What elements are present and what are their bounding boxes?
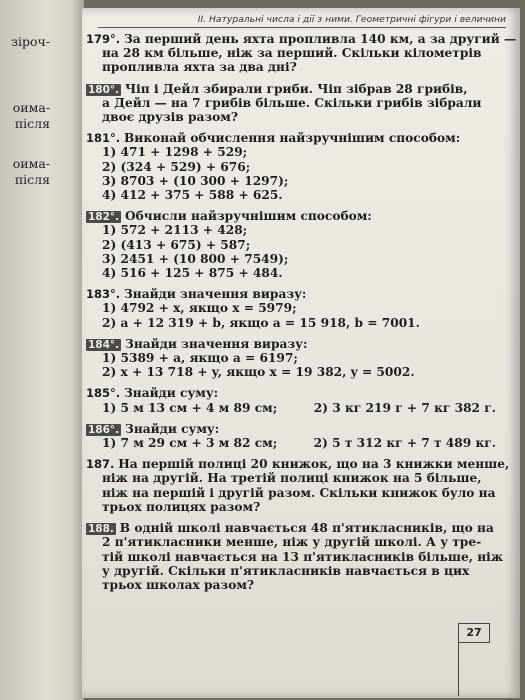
task-number: 186°. [88, 423, 120, 436]
task-number: 179°. [86, 32, 121, 46]
left-page-fragment: після [14, 116, 50, 131]
task-number: 183°. [86, 287, 121, 302]
task-subitem: 3) 8703 + (10 300 + 1297); [102, 173, 289, 188]
task-text: Обчисли найзручнішим способом: [125, 209, 372, 224]
task-text-line [86, 521, 506, 535]
task-subitem-row [86, 401, 506, 415]
task-1 [86, 82, 506, 125]
task-subitem-row [86, 436, 506, 450]
task-subitem: 2) 5 т 312 кг + 7 т 489 кг. [313, 436, 496, 451]
task-2 [86, 131, 506, 202]
task-subitem: 2) (324 + 529) + 676; [102, 159, 251, 174]
task-text-line [86, 486, 506, 500]
task-text: Чіп і Дейл збирали гриби. Чіп зібрав 28 грибів, [125, 81, 468, 96]
task-text-line [86, 422, 506, 436]
page-number-rule [458, 641, 459, 696]
task-number: 181°. [86, 131, 121, 146]
task-text: пропливла яхта за два дні? [102, 60, 297, 75]
task-0 [86, 32, 517, 75]
task-text-line [86, 386, 506, 400]
task-subitem: 3) 2451 + (10 800 + 7549); [102, 251, 289, 266]
task-text-line [86, 110, 506, 124]
task-6 [86, 386, 506, 414]
task-text-line [86, 82, 506, 96]
task-5 [86, 337, 506, 380]
task-number: 187. [86, 457, 115, 472]
task-subitem: 1) 5389 + a, якщо a = 6197; [102, 351, 298, 366]
task-7 [86, 422, 506, 450]
task-subitem: 1) 5 м 13 см + 4 м 89 см; [102, 400, 278, 415]
task-text-line [86, 564, 506, 578]
left-page-edge [0, 0, 84, 700]
task-subitem: 2) 3 кг 219 г + 7 кг 382 г. [313, 400, 496, 415]
task-text-line [86, 60, 506, 74]
task-text: на 28 км більше, ніж за перший. Скільки кілометрів [102, 46, 482, 61]
task-text: Виконай обчислення найзручнішим способом: [124, 131, 461, 146]
task-8 [86, 457, 510, 514]
task-text-line [86, 578, 506, 592]
task-text: За перший день яхта пропливла 140 км, а за другий — [124, 32, 517, 46]
task-text: ніж на першій і другій разом. Скільки книжок було на [102, 485, 496, 500]
left-page-fragment: оима- [12, 156, 50, 171]
task-text: Знайди суму: [124, 386, 219, 401]
task-subitem: 1) 7 м 29 см + 3 м 82 см; [102, 436, 278, 451]
task-text-line [86, 500, 506, 514]
task-text-line [86, 550, 506, 564]
task-number: 188. [88, 523, 114, 536]
task-subitem: 2) x + 13 718 + y, якщо x = 19 382, y = 5002. [102, 365, 415, 380]
task-4 [86, 287, 506, 330]
page-number: 27 [458, 623, 490, 643]
task-text: В одній школі навчається 48 п'ятикласників, що на [119, 521, 494, 536]
task-number: 184°. [88, 338, 120, 351]
task-text: ніж на другій. На третій полиці книжок на 5 більше, [102, 471, 482, 486]
task-text-line [86, 209, 506, 223]
task-subitem: 2) a + 12 319 + b, якщо a = 15 918, b = 7001. [102, 315, 420, 330]
task-text-line [86, 131, 506, 145]
left-page-fragment: зіроч- [11, 34, 50, 49]
task-subitem: 1) 471 + 1298 + 529; [102, 145, 248, 160]
task-subitem: 1) 572 + 2113 + 428; [102, 223, 248, 238]
task-text: у другій. Скільки п'ятикласників навчається в цих [102, 563, 470, 578]
task-number: 185°. [86, 386, 121, 401]
task-9 [86, 521, 506, 592]
task-text-line [86, 287, 506, 301]
task-subitem: 4) 412 + 375 + 588 + 625. [102, 188, 283, 203]
task-text: двоє друзів разом? [102, 110, 239, 125]
task-text: трьох полицях разом? [102, 499, 261, 514]
left-page-fragment: оима- [12, 100, 50, 115]
task-text: трьох школах разом? [102, 577, 255, 592]
task-number: 180°. [88, 83, 120, 96]
task-text: а Дейл — на 7 грибів більше. Скільки грибів зібрали [102, 95, 482, 110]
task-subitem: 1) 4792 + x, якщо x = 5979; [102, 301, 297, 316]
task-text-line [86, 337, 506, 351]
task-text-line [86, 32, 517, 46]
tasks-list [86, 32, 517, 599]
task-text-line [86, 96, 506, 110]
task-text: 2 п'ятикласники менше, ніж у другій школі. А у тре- [102, 535, 482, 550]
task-3 [86, 209, 506, 280]
task-text: На першій полиці 20 книжок, що на 3 книжки менше, [118, 457, 510, 472]
task-text-line [86, 46, 506, 60]
task-text: Знайди значення виразу: [125, 336, 308, 351]
task-number: 182°. [88, 211, 120, 224]
task-text: Знайди суму: [125, 421, 220, 436]
task-text: Знайди значення виразу: [124, 287, 307, 302]
left-page-fragment: після [14, 172, 50, 187]
page-header: ІІ. Натуральні числа і дії з ними. Геометричні фігури і величини [98, 14, 506, 28]
task-text: тій школі навчається на 13 п'ятикласників більше, ніж [102, 549, 504, 564]
task-text-line [86, 471, 506, 485]
task-subitem: 4) 516 + 125 + 875 + 484. [102, 266, 283, 281]
task-subitem: 2) (413 + 675) + 587; [102, 237, 251, 252]
task-text-line [86, 457, 510, 472]
task-text-line [86, 535, 506, 549]
